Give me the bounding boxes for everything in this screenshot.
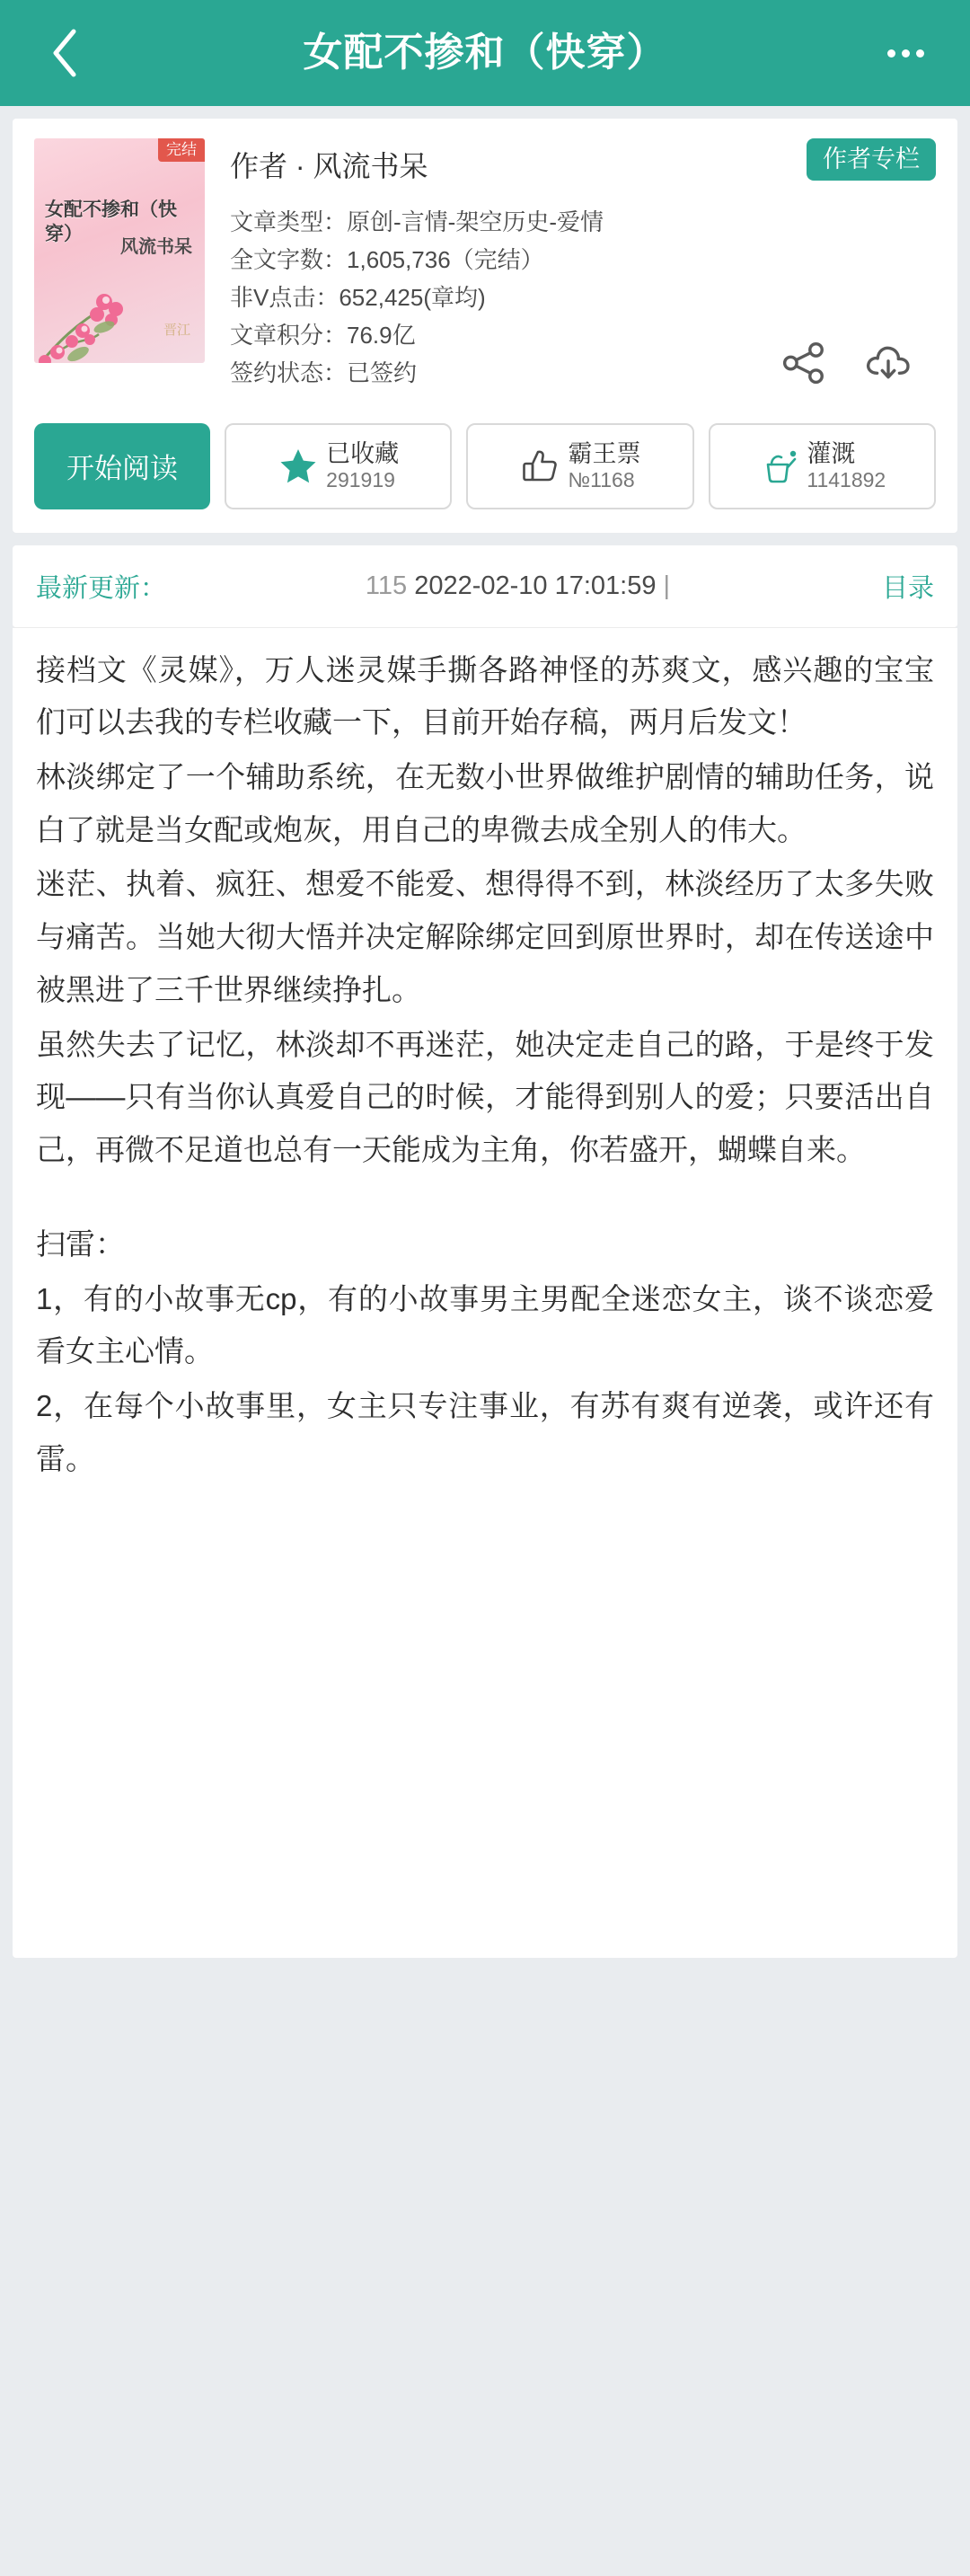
intro-warning-heading: 扫雷： xyxy=(36,1226,125,1261)
download-cloud-icon[interactable] xyxy=(864,339,913,387)
meta-row-wordcount xyxy=(230,241,936,279)
page-title: 女配不掺和（快穿） xyxy=(303,31,667,75)
irrigate-button[interactable] xyxy=(709,423,936,509)
start-reading-button[interactable]: 开始阅读 xyxy=(34,423,210,509)
back-icon[interactable] xyxy=(40,28,90,78)
star-icon xyxy=(278,446,319,487)
favorite-button[interactable] xyxy=(225,423,452,509)
latest-update-bar[interactable] xyxy=(13,545,957,628)
cover-title: 女配不掺和（快穿） xyxy=(45,199,177,245)
meta-value-wordcount: 1,605,736（完结） xyxy=(347,246,544,274)
meta-label-clicks: 非V点击： xyxy=(230,284,340,312)
update-divider: | xyxy=(663,571,671,600)
intro-paragraph: 2，在每个小故事里，女主只专注事业，有苏有爽有逆袭，或许还有雷。 xyxy=(36,1389,934,1475)
intro-paragraph: 林淡绑定了一个辅助系统，在无数小世界做维护剧情的辅助任务，说白了就是当女配或炮灰，用自己的卑微去成全别人的伟大。 xyxy=(36,760,934,846)
favorite-label: 已收藏 xyxy=(326,439,400,467)
book-card xyxy=(13,119,957,533)
overlord-ticket-count: №1168 xyxy=(568,467,635,491)
author-column-button[interactable]: 作者专栏 xyxy=(807,138,936,181)
meta-label-type: 文章类型： xyxy=(230,208,348,235)
intro-paragraph: 接档文《灵媒》，万人迷灵媒手撕各路神怪的苏爽文，感兴趣的宝宝们可以去我的专栏收藏一下，目前开始存稿，两月后发文！ xyxy=(36,652,934,739)
latest-update-label: 最新更新： xyxy=(36,573,167,603)
meta-value-clicks: 652,425(章均) xyxy=(339,284,486,312)
irrigate-count: 1141892 xyxy=(807,467,886,491)
intro-paragraph: 1，有的小故事无cp，有的小故事男主男配全迷恋女主，谈不谈恋爱看女主心情。 xyxy=(36,1281,934,1368)
irrigate-label: 灌溉 xyxy=(807,439,856,467)
meta-row-clicks xyxy=(230,279,936,316)
cover-stamp: 晋江 xyxy=(163,323,190,338)
meta-label-score: 文章积分： xyxy=(230,322,348,350)
meta-label-contract: 签约状态： xyxy=(230,359,348,387)
overlord-ticket-button[interactable] xyxy=(466,423,693,509)
watering-can-icon xyxy=(758,446,799,487)
intro-paragraph: 迷茫、执着、疯狂、想爱不能爱、想得得不到，林淡经历了太多失败与痛苦。当她大彻大悟并决定解除绑定回到原世界时，却在传送途中被黑进了三千世界继续挣扎。 xyxy=(36,867,934,1006)
meta-label-wordcount: 全文字数： xyxy=(230,246,348,274)
meta-value-contract: 已签约 xyxy=(347,359,418,387)
more-horizontal-icon[interactable] xyxy=(880,28,930,78)
share-icon[interactable] xyxy=(780,339,828,387)
latest-update-timestamp: 2022-02-10 17:01:59 xyxy=(414,571,657,600)
author-line: 作者 · 风流书呆 xyxy=(230,150,428,182)
cover-author: 风流书呆 xyxy=(120,237,192,257)
completed-badge: 完结 xyxy=(158,138,205,162)
intro-paragraph: 虽然失去了记忆，林淡却不再迷茫，她决定走自己的路，于是终于发现——只有当你认真爱自己的时候，才能得到别人的爱；只要活出自己，再微不足道也总有一天能成为主角，你若盛开，蝴蝶自来。 xyxy=(36,1027,934,1167)
meta-value-score: 76.9亿 xyxy=(347,322,416,350)
intro-spacer xyxy=(36,1179,934,1217)
app-header xyxy=(0,0,970,106)
action-button-row xyxy=(34,423,936,509)
meta-value-type: 原创-言情-架空历史-爱情 xyxy=(347,208,604,235)
favorite-count: 291919 xyxy=(326,467,395,491)
meta-row-type xyxy=(230,203,936,241)
overlord-ticket-label: 霸王票 xyxy=(568,439,641,467)
catalog-button[interactable]: 目录 xyxy=(881,573,934,603)
book-cover[interactable] xyxy=(34,138,205,363)
latest-update-value xyxy=(166,571,869,601)
card-icon-actions xyxy=(34,337,936,393)
latest-update-chapter: 115 xyxy=(365,571,408,600)
thumbs-up-icon xyxy=(519,446,560,487)
book-intro xyxy=(13,628,957,1958)
